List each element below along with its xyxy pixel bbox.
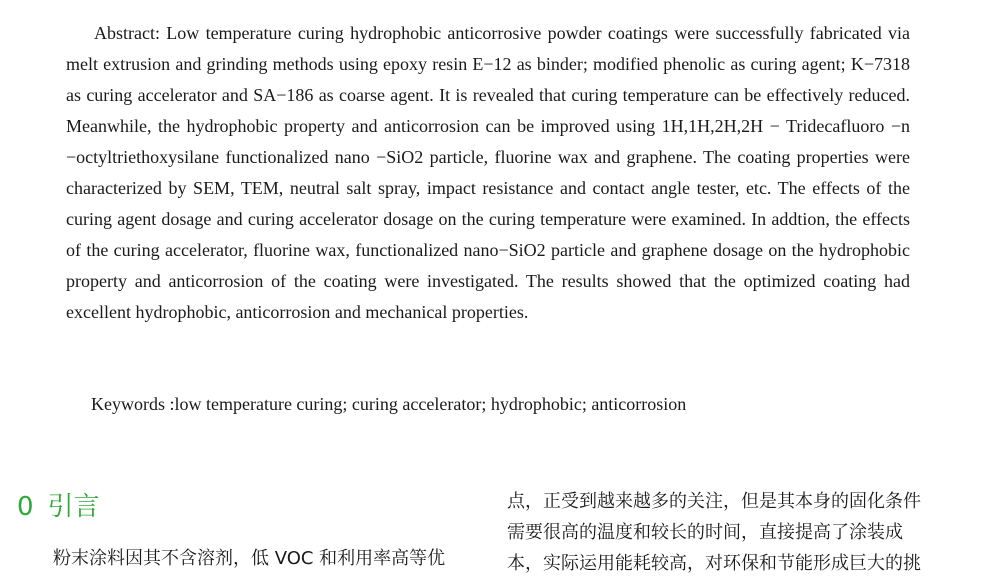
body-line: 需要很高的温度和较长的时间，直接提高了涂装成	[507, 522, 903, 543]
body-line: 本，实际运用能耗较高，对环保和节能形成巨大的挑	[507, 553, 921, 574]
abstract-paragraph: Abstract: Low temperature curing hydrophobic anticorrosive powder coatings were successfully fabricated via melt extrusion and grinding methods using epoxy resin E−12 as binder; modified phenolic as curing agent; K−7318 as curing accelerator and SA−186 as coarse agent. It is revealed that curing temperature can be effectively reduced. Meanwhile, the hydrophobic property and anticorrosion can be improved using 1H,1H,2H,2H − Tridecafluoro −n −octyltriethoxysilane functionalized nano −SiO2 particle, fluorine wax and graphene. The coating properties were characterized by SEM, TEM, neutral salt spray, impact resistance and contact angle tester, etc. The effects of the curing agent dosage and curing accelerator dosage on the curing temperature were examined. In addtion, the effects of the curing accelerator, fluorine wax, functionalized nano−SiO2 particle and graphene dosage on the hydrophobic property and anticorrosion of the coating were investigated. The results showed that the optimized coating had excellent hydrophobic, anticorrosion and mechanical properties.	[66, 23, 910, 322]
body-line: 粉末涂料因其不含溶剂，低 VOC 和利用率高等优	[53, 548, 446, 569]
section-heading	[17, 486, 100, 523]
body-right-column	[507, 486, 959, 579]
keywords-line: Keywords :low temperature curing; curing accelerator; hydrophobic; anticorrosion	[91, 394, 687, 414]
body-line: 点，正受到越来越多的关注，但是其本身的固化条件	[507, 491, 921, 512]
section-number: 0	[17, 492, 34, 522]
body-left-column	[53, 544, 473, 574]
section-title: 引言	[47, 492, 100, 522]
